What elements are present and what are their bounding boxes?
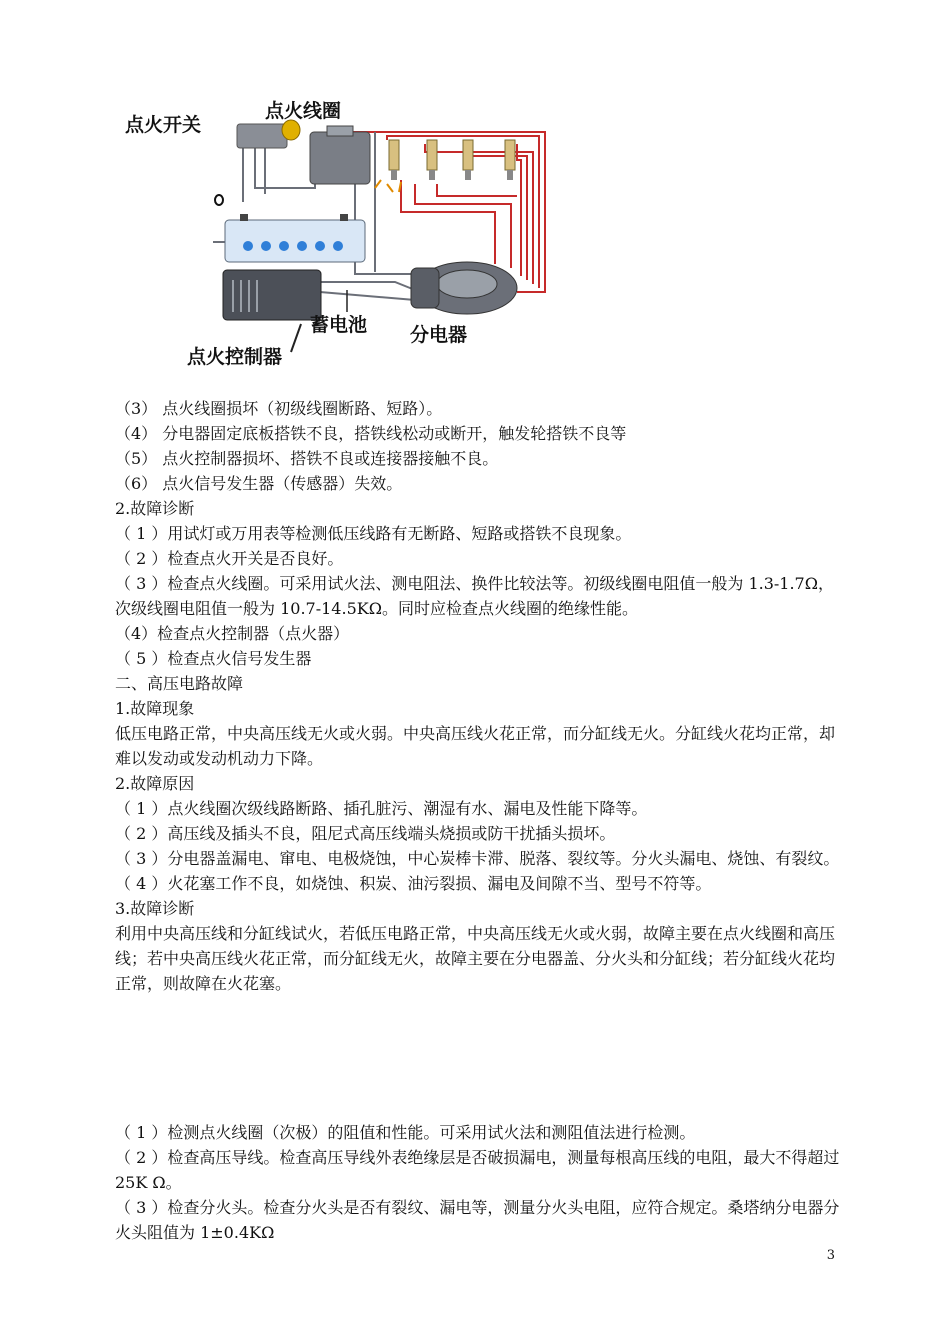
section-heading: 二、高压电路故障 bbox=[115, 674, 244, 693]
label-battery: 蓄电池 bbox=[310, 314, 368, 336]
paragraph: （3） 点火线圈损坏（初级线圈断路、短路）。 bbox=[115, 399, 443, 418]
paragraph: （6） 点火信号发生器（传感器）失效。 bbox=[115, 474, 403, 493]
label-ignition-controller: 点火控制器 bbox=[187, 346, 283, 368]
paragraph: （ 1 ）点火线圈次级线路断路、插孔脏污、潮湿有水、漏电及性能下降等。 bbox=[115, 799, 648, 818]
paragraph: 利用中央高压线和分缸线试火，若低压电路正常，中央高压线无火或火弱，故障主要在点火线圈和高压线；若中央高压线火花正常，而分缸线无火，故障主要在分电器盖、分火头和分缸线；若分缸线火花均正常，则故障在火花塞。 bbox=[115, 924, 836, 993]
spark-plugs bbox=[375, 140, 515, 192]
paragraph: （ 2 ）高压线及插头不良，阻尼式高压线端头烧损或防干扰插头损坏。 bbox=[115, 824, 616, 843]
ignition-controller-shape bbox=[223, 270, 321, 320]
section-heading: 2.故障原因 bbox=[115, 774, 195, 793]
distributor-shape bbox=[411, 262, 517, 314]
paragraph: （ 5 ）检查点火信号发生器 bbox=[115, 649, 312, 668]
paragraph: （5） 点火控制器损坏、搭铁不良或连接器接触不良。 bbox=[115, 449, 499, 468]
paragraph: （ 2 ）检查高压导线。检查高压导线外表绝缘层是否破损漏电，测量每根高压线的电阻，最大不得超过 25K Ω。 bbox=[115, 1148, 840, 1192]
document-body bbox=[115, 396, 845, 996]
ignition-system-diagram bbox=[115, 92, 555, 374]
paragraph: （4）检查点火控制器（点火器） bbox=[115, 624, 350, 643]
section-heading: 2.故障诊断 bbox=[115, 499, 195, 518]
ignition-switch-shape bbox=[237, 124, 287, 148]
paragraph: （ 1 ）检测点火线圈（次极）的阻值和性能。可采用试火法和测阻值法进行检测。 bbox=[115, 1123, 696, 1142]
paragraph: （ 3 ）检查点火线圈。可采用试火法、测电阻法、换件比较法等。初级线圈电阻值一般为 1.3-1.7Ω，次级线圈电阻值一般为 10.7-14.5KΩ。同时应检查点火线圈的绝缘性能。 bbox=[115, 574, 835, 618]
ignition-coil-shape bbox=[310, 132, 370, 184]
label-ignition-switch: 点火开关 bbox=[125, 114, 202, 136]
paragraph: 低压电路正常，中央高压线无火或火弱。中央高压线火花正常，而分缸线无火。分缸线火花均正常，却难以发动或发动机动力下降。 bbox=[115, 724, 836, 768]
label-ignition-coil: 点火线圈 bbox=[265, 100, 342, 122]
section-heading: 1.故障现象 bbox=[115, 699, 195, 718]
paragraph: （ 1 ）用试灯或万用表等检测低压线路有无断路、短路或搭铁不良现象。 bbox=[115, 524, 632, 543]
paragraph: （ 3 ）检查分火头。检查分火头是否有裂纹、漏电等，测量分火头电阻，应符合规定。桑塔纳分电器分火头阻值为 1±0.4KΩ bbox=[115, 1198, 840, 1242]
section-heading: 3.故障诊断 bbox=[115, 899, 195, 918]
paragraph: （ 3 ）分电器盖漏电、窜电、电极烧蚀，中心炭棒卡滞、脱落、裂纹等。分火头漏电、烧蚀、有裂纹。 bbox=[115, 849, 840, 868]
page-number: 3 bbox=[826, 1248, 835, 1263]
battery-shape bbox=[225, 220, 365, 262]
document-body-continued bbox=[115, 1120, 845, 1245]
paragraph: （ 4 ）火花塞工作不良，如烧蚀、积炭、油污裂损、漏电及间隙不当、型号不符等。 bbox=[115, 874, 712, 893]
paragraph: （4） 分电器固定底板搭铁不良，搭铁线松动或断开，触发轮搭铁不良等 bbox=[115, 424, 627, 443]
label-distributor: 分电器 bbox=[410, 324, 468, 346]
paragraph: （ 2 ）检查点火开关是否良好。 bbox=[115, 549, 344, 568]
